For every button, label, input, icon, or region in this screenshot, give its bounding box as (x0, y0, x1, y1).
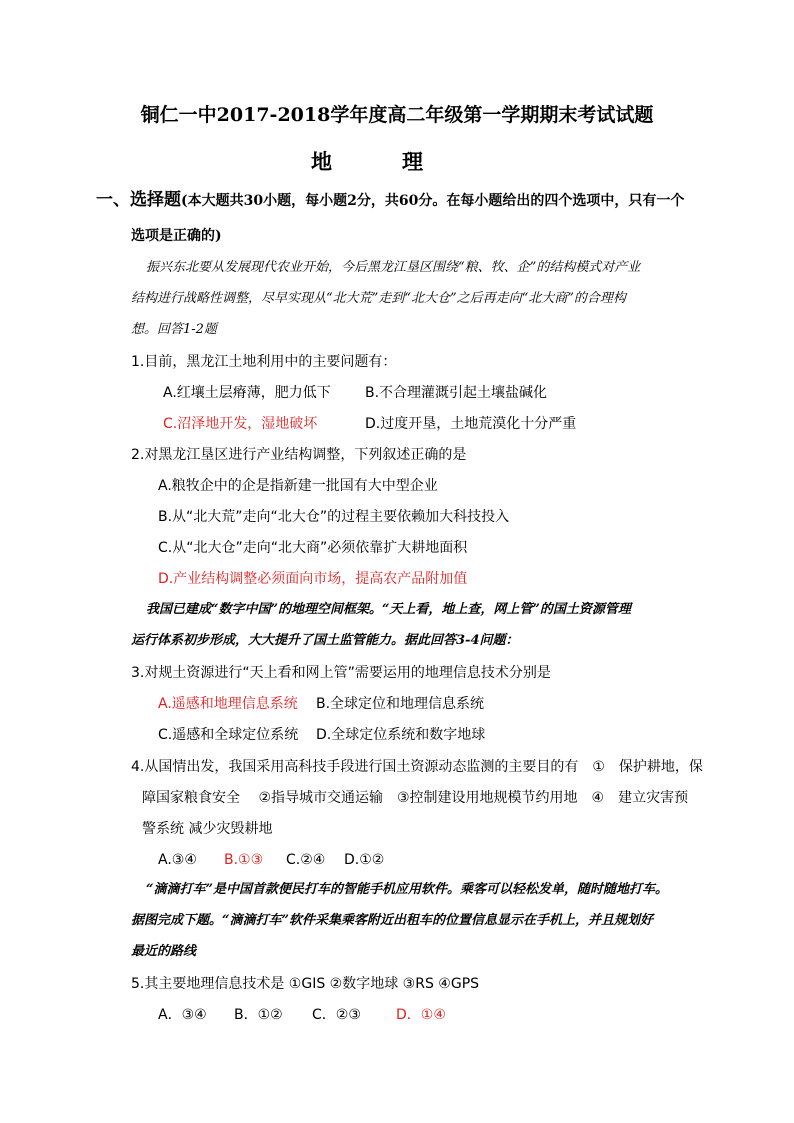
q5-option-b: B．①② (234, 1007, 283, 1023)
q4-stem-line3: 警系统 减少灾毁耕地 (142, 821, 273, 837)
exam-title: 铜仁一中2017-2018学年度高二年级第一学期期末考试试题 (140, 104, 654, 126)
subject-title (311, 146, 423, 176)
q5-option-c: C．②③ (312, 1007, 361, 1023)
q1-option-a: A.红壤土层瘠薄，肥力低下 (163, 385, 331, 401)
q5-stem: 5.其主要地理信息技术是 ①GIS ②数字地球 ③RS ④GPS (131, 976, 480, 992)
q4-option-a: A.③④ (158, 852, 197, 868)
q3-option-c: C.遥感和全球定位系统 (158, 727, 299, 743)
q3-stem: 3.对规土资源进行“天上看和网上管”需要运用的地理信息技术分别是 (131, 665, 551, 681)
q1-option-d: D.过度开垦，土地荒漠化十分严重 (365, 416, 577, 432)
subject-char-2: 理 (402, 149, 423, 174)
q3-option-a-answer: A.遥感和地理信息系统 (158, 696, 298, 712)
q3-option-b: B.全球定位和地理信息系统 (316, 696, 485, 712)
q4-option-c: C.②④ (286, 852, 326, 868)
passage1-line1: 振兴东北要从发展现代农业开始，今后黑龙江垦区围绕“粮、牧、企”的结构模式对产业 (146, 260, 641, 275)
passage3-line3: 最近的路线 (131, 944, 197, 959)
section-heading-line (96, 190, 684, 211)
q2-option-a: A.粮牧企中的企是指新建一批国有大中型企业 (158, 478, 438, 494)
q2-stem: 2.对黑龙江垦区进行产业结构调整，下列叙述正确的是 (131, 447, 467, 463)
subject-char-1: 地 (311, 149, 332, 174)
q2-option-c: C.从“北大仓”走向“北大商”必须依靠扩大耕地面积 (158, 540, 468, 556)
passage1-line3: 想。回答1-2题 (131, 322, 217, 337)
q4-stem-line1: 4.从国情出发，我国采用高科技手段进行国土资源动态监测的主要目的有 ① 保护耕地，保 (131, 759, 703, 775)
q3-option-d: D.全球定位系统和数字地球 (316, 727, 486, 743)
q1-option-c-answer: C.沼泽地开发，湿地破坏 (163, 416, 318, 432)
q4-option-b-answer: B.①③ (224, 852, 264, 868)
passage2-line1: 我国已建成“数字中国”的地理空间框架。“天上看，地上查，网上管”的国土资源管理 (146, 602, 631, 617)
passage1-line2: 结构进行战略性调整，尽早实现从“北大荒”走到“北大仓”之后再走向“北大商”的合理构 (131, 291, 626, 306)
q2-option-b: B.从“北大荒”走向“北大仓”的过程主要依赖加大科技投入 (158, 509, 510, 525)
q1-stem: 1.目前，黑龙江土地利用中的主要问题有： (131, 354, 397, 370)
passage3-line2: 据图完成下题。“滴滴打车”软件采集乘客附近出租车的位置信息显示在手机上，并且规划好 (131, 913, 653, 928)
q2-option-d-answer: D.产业结构调整必须面向市场，提高农产品附加值 (158, 571, 468, 587)
q5-option-a: A．③④ (158, 1007, 207, 1023)
section-description-cont: 选项是正确的) (131, 228, 222, 244)
passage2-line2: 运行体系初步形成，大大提升了国土监管能力。据此回答3-4问题： (131, 633, 519, 648)
q1-option-b: B.不合理灌溉引起土壤盐碱化 (365, 385, 548, 401)
section-description: (本大题共30小题，每小题2分，共60分。在每小题给出的四个选项中，只有一个 (181, 193, 685, 209)
q4-stem-line2: 障国家粮食安全 ②指导城市交通运输 ③控制建设用地规模节约用地 ④ 建立灾害预 (142, 790, 689, 806)
section-heading: 一、选择题 (96, 190, 181, 210)
q4-option-d: D.①② (344, 852, 385, 868)
q5-option-d-answer: D．①④ (396, 1007, 446, 1023)
passage3-line1: “滴滴打车”是中国首款便民打车的智能手机应用软件。乘客可以轻松发单，随时随地打车。 (146, 882, 668, 897)
